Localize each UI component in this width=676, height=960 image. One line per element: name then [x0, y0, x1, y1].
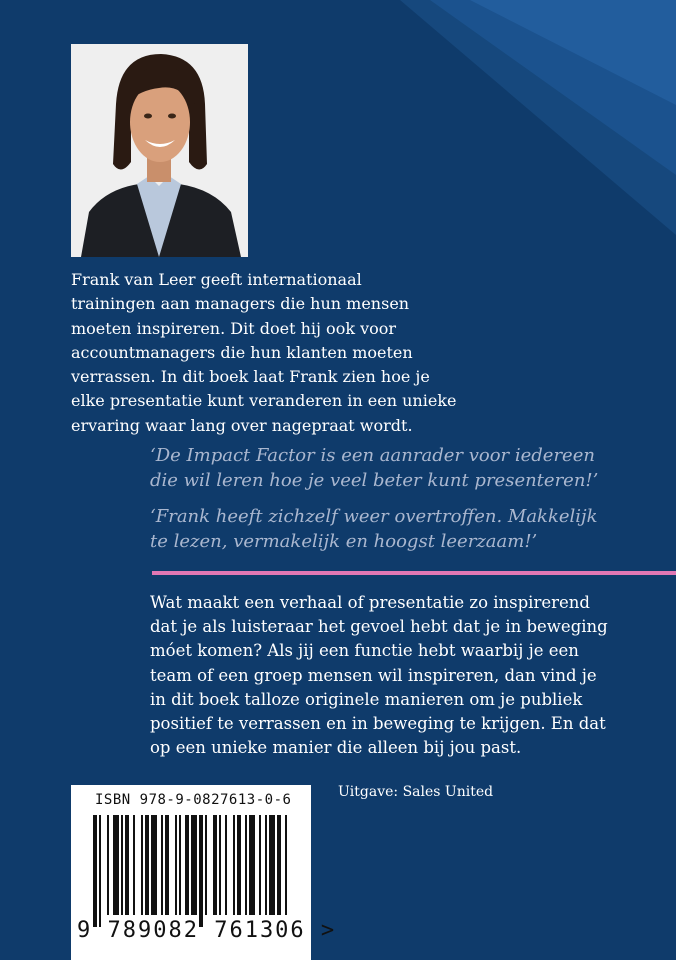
accent-divider — [152, 571, 676, 575]
author-portrait-icon — [71, 44, 248, 257]
author-bio — [71, 268, 471, 438]
bio-line: verrassen. In dit boek laat Frank zien hoe je — [71, 367, 430, 387]
blurb-line: positief te verrassen en in beweging te krijgen. En dat — [150, 714, 606, 734]
testimonial-quote — [150, 505, 660, 554]
quote-line: die wil leren hoe je veel beter kunt presenteren!’ — [150, 469, 599, 491]
blurb-line: op een unieke manier die alleen bij jou past. — [150, 738, 522, 758]
bio-line: ervaring waar lang over nagepraat wordt. — [71, 415, 413, 435]
blurb-line: dat je als luisteraar het gevoel hebt dat je in beweging — [150, 617, 608, 637]
bio-line: accountmanagers die hun klanten moeten — [71, 342, 413, 362]
publisher-label: Uitgave: Sales United — [338, 784, 494, 800]
bio-line: trainingen aan managers die hun mensen — [71, 294, 410, 314]
bio-line: moeten inspireren. Dit doet hij ook voor — [71, 318, 397, 338]
author-photo — [71, 44, 248, 257]
isbn-label: ISBN 978-9-0827613-0-6 — [95, 792, 292, 808]
bio-line: elke presentatie kunt veranderen in een unieke — [71, 391, 457, 411]
testimonials — [150, 444, 660, 566]
bio-line: Frank van Leer geeft internationaal — [71, 270, 362, 289]
barcode-digits: 9 789082 761306 > — [77, 918, 337, 943]
quote-line: ‘Frank heeft zichzelf weer overtroffen. Makkelijk — [150, 506, 598, 527]
blurb-line: in dit boek talloze originele manieren om je publiek — [150, 689, 583, 709]
blurb-line: team of een groep mensen wil inspireren, dan vind je — [150, 665, 597, 685]
blurb-line: móet komen? Als jij een functie hebt waarbij je een — [150, 641, 579, 661]
isbn-barcode — [71, 785, 337, 960]
blurb-line: Wat maakt een verhaal of presentatie zo inspirerend — [150, 593, 590, 612]
book-blurb — [150, 591, 670, 760]
quote-line: ‘De Impact Factor is een aanrader voor iedereen — [150, 445, 595, 466]
quote-line: te lezen, vermakelijk en hoogst leerzaam!’ — [150, 530, 538, 552]
testimonial-quote — [150, 444, 660, 493]
